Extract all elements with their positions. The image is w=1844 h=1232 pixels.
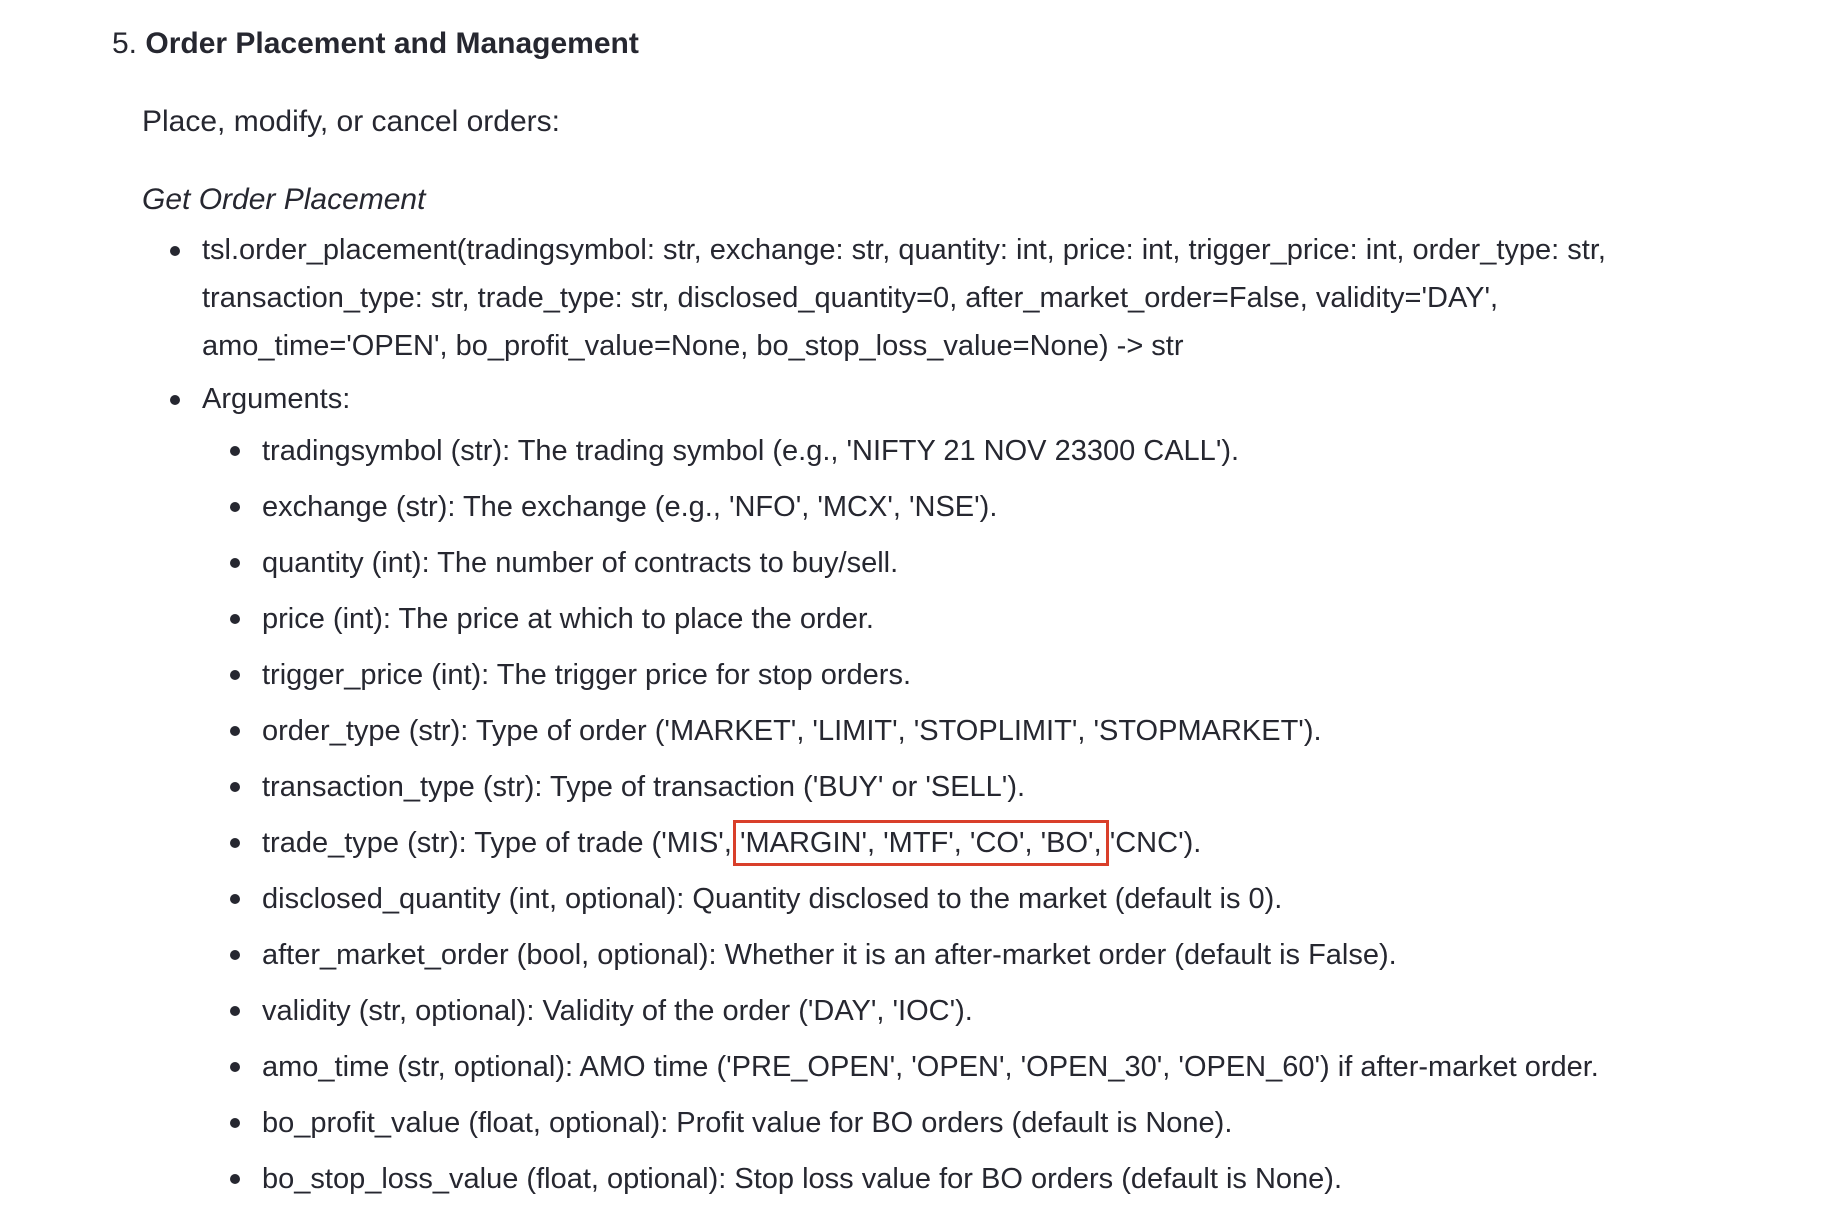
argument-item: bo_stop_loss_value (float, optional): Stop loss value for BO orders (default is None). [262, 1151, 1812, 1207]
subheading: Get Order Placement [142, 183, 426, 216]
section-title: Order Placement and Management [145, 27, 639, 60]
section-heading [112, 22, 1812, 66]
trade-type-text-after: 'CNC'). [1101, 827, 1202, 859]
argument-item-trade-type [262, 815, 1812, 871]
argument-item: order_type (str): Type of order ('MARKET', 'LIMIT', 'STOPLIMIT', 'STOPMARKET'). [262, 703, 1812, 759]
argument-item: amo_time (str, optional): AMO time ('PRE_OPEN', 'OPEN', 'OPEN_30', 'OPEN_60') if after-market order. [262, 1039, 1812, 1095]
argument-item: exchange (str): The exchange (e.g., 'NFO', 'MCX', 'NSE'). [262, 479, 1812, 535]
argument-item: validity (str, optional): Validity of the order ('DAY', 'IOC'). [262, 983, 1812, 1039]
arguments-item [202, 375, 1812, 1207]
highlighted-trade-types: 'MARGIN', 'MTF', 'CO', 'BO', [739, 827, 1102, 859]
section-number: 5. [112, 27, 138, 60]
section-intro: Place, modify, or cancel orders: [142, 105, 560, 138]
section-content [142, 100, 1812, 1207]
arguments-label: Arguments: [202, 383, 351, 415]
argument-item: trigger_price (int): The trigger price for stop orders. [262, 647, 1812, 703]
argument-item: transaction_type (str): Type of transaction ('BUY' or 'SELL'). [262, 759, 1812, 815]
arguments-list [202, 423, 1812, 1207]
trade-type-text-before: trade_type (str): Type of trade ('MIS', [262, 827, 740, 859]
argument-item: bo_profit_value (float, optional): Profit value for BO orders (default is None). [262, 1095, 1812, 1151]
argument-item: tradingsymbol (str): The trading symbol (e.g., 'NIFTY 21 NOV 23300 CALL'). [262, 423, 1812, 479]
argument-item: disclosed_quantity (int, optional): Quantity disclosed to the market (default is 0). [262, 871, 1812, 927]
order-placement-section [112, 22, 1812, 1207]
argument-item: price (int): The price at which to place the order. [262, 591, 1812, 647]
function-signature: tsl.order_placement(tradingsymbol: str, exchange: str, quantity: int, price: int, trigger_price: int, order_type: str, transaction_type: str, trade_type: str, disclosed_quantity=0, after_market_order=False, validity='DAY', amo_time='OPEN', bo_profit_value=None, bo_stop_loss_value=None) -> str [202, 226, 1642, 370]
outer-list [142, 226, 1812, 1207]
argument-item: quantity (int): The number of contracts to buy/sell. [262, 535, 1812, 591]
argument-item: after_market_order (bool, optional): Whether it is an after-market order (default is False). [262, 927, 1812, 983]
